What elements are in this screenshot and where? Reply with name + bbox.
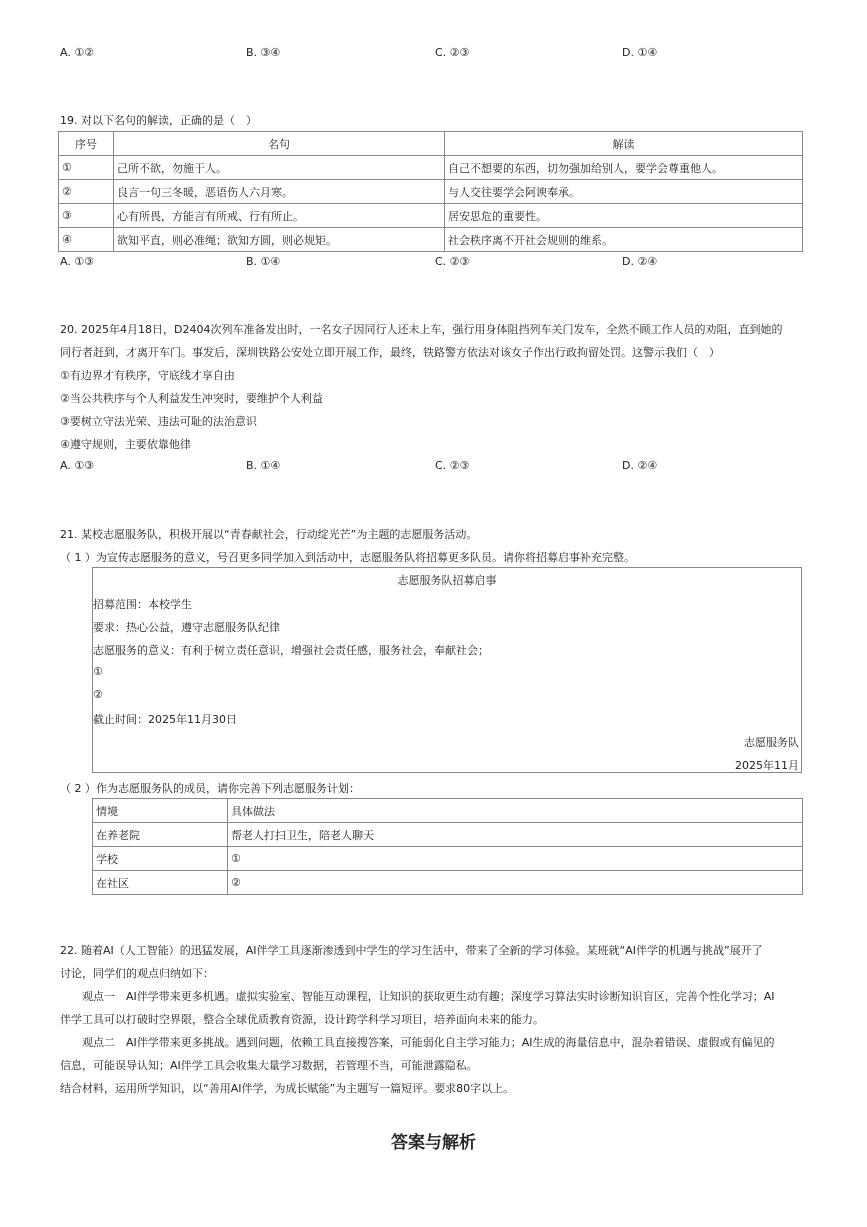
table-header: 具体做法	[228, 799, 803, 823]
table-cell: 在养老院	[93, 823, 228, 847]
q19-option-a: A. ①③	[60, 255, 95, 268]
table-cell: 在社区	[93, 871, 228, 895]
notice-blank-1: ①	[93, 665, 103, 678]
notice-signer: 志愿服务队	[744, 736, 799, 749]
service-plan-table	[92, 798, 803, 895]
table-cell: 社会秩序离不开社会规则的维系。	[445, 228, 803, 252]
q20-option-d: D. ②④	[622, 459, 658, 472]
q20-item-1: ①有边界才有秩序，守底线才享自由	[60, 369, 235, 382]
q20-stem-line1: 20. 2025年4月18日，D2404次列车准备发出时，一名女子因同行人还未上车，强行用身体阻挡列车关门发车，全然不顾工作人员的劝阻，直到她的	[60, 323, 783, 336]
q19-options	[0, 255, 867, 271]
table-header: 解读	[445, 132, 803, 156]
table-row	[93, 847, 803, 871]
q18-option-c: C. ②③	[435, 46, 470, 59]
q20-options	[0, 459, 867, 475]
notice-title: 志愿服务队招募启事	[397, 574, 497, 587]
q22-view1-line2: 伴学工具可以打破时空界限，整合全球优质教育资源，设计跨学科学习项目，培养面向未来的能力。	[60, 1013, 544, 1026]
q20-item-2: ②当公共秩序与个人利益发生冲突时，要维护个人利益	[60, 392, 323, 405]
q21-stem: 21. 某校志愿服务队，积极开展以“青春献社会，行动绽光芒”为主题的志愿服务活动。	[60, 528, 478, 541]
table-cell: 居安思危的重要性。	[445, 204, 803, 228]
q18-option-b: B. ③④	[246, 46, 281, 59]
q18-option-a: A. ①②	[60, 46, 95, 59]
table-cell: 心有所畏，方能言有所戒、行有所止。	[114, 204, 445, 228]
q20-option-a: A. ①③	[60, 459, 95, 472]
q19-table	[58, 131, 803, 252]
table-header-row	[93, 799, 803, 823]
q21-part2: （ 2 ）作为志愿服务队的成员，请你完善下列志愿服务计划：	[60, 782, 360, 795]
q19-stem: 19. 对以下名句的解读，正确的是（ ）	[60, 114, 257, 127]
table-row	[59, 156, 803, 180]
q21-part1: （ 1 ）为宣传志愿服务的意义，号召更多同学加入到活动中，志愿服务队将招募更多队员。请你将招募启事补充完整。	[60, 551, 635, 564]
table-cell: 自己不想要的东西，切勿强加给别人，要学会尊重他人。	[445, 156, 803, 180]
notice-deadline: 截止时间：2025年11月30日	[93, 713, 237, 726]
table-cell: 与人交往要学会阿谀奉承。	[445, 180, 803, 204]
q18-option-d: D. ①④	[622, 46, 658, 59]
table-header: 情境	[93, 799, 228, 823]
table-cell: 学校	[93, 847, 228, 871]
table-row	[59, 228, 803, 252]
q22-stem-line1: 22. 随着AI（人工智能）的迅猛发展，AI伴学工具逐渐渗透到中学生的学习生活中，带来了全新的学习体验。某班就“AI伴学的机遇与挑战”展开了	[60, 944, 763, 957]
q22-view2-line1: 观点二 AI伴学带来更多挑战。遇到问题，依赖工具直接搜答案，可能弱化自主学习能力；AI生成的海量信息中，混杂着错误、虚假或有偏见的	[82, 1036, 775, 1049]
table-header: 名句	[114, 132, 445, 156]
notice-line: 招募范围：本校学生	[93, 598, 192, 611]
notice-line: 要求：热心公益，遵守志愿服务队纪律	[93, 621, 280, 634]
recruitment-notice	[92, 567, 802, 773]
q19-option-c: C. ②③	[435, 255, 470, 268]
table-cell: ③	[59, 204, 114, 228]
q22-view2-line2: 信息，可能误导认知；AI伴学工具会收集大量学习数据，若管理不当，可能泄露隐私。	[60, 1059, 478, 1072]
q22-stem-line2: 讨论，同学们的观点归纳如下：	[60, 967, 214, 980]
table-row	[93, 823, 803, 847]
table-cell: ②	[228, 871, 803, 895]
notice-date: 2025年11月	[735, 759, 799, 772]
table-cell: 良言一句三冬暖，恶语伤人六月寒。	[114, 180, 445, 204]
notice-blank-2: ②	[93, 688, 103, 701]
table-header: 序号	[59, 132, 114, 156]
table-header-row	[59, 132, 803, 156]
q20-item-3: ③要树立守法光荣、违法可耻的法治意识	[60, 415, 257, 428]
q19-option-b: B. ①④	[246, 255, 281, 268]
table-cell: ④	[59, 228, 114, 252]
answer-section-title: 答案与解析	[391, 1133, 476, 1153]
table-row	[59, 204, 803, 228]
notice-line: 志愿服务的意义：有利于树立责任意识，增强社会责任感，服务社会，奉献社会；	[93, 644, 489, 657]
table-cell: 帮老人打扫卫生，陪老人聊天	[228, 823, 803, 847]
table-row	[59, 180, 803, 204]
table-cell: ①	[59, 156, 114, 180]
q20-option-b: B. ①④	[246, 459, 281, 472]
q18-options	[0, 46, 867, 62]
table-cell: ①	[228, 847, 803, 871]
q19-option-d: D. ②④	[622, 255, 658, 268]
table-cell: 欲知平直，则必准绳；欲知方圆，则必规矩。	[114, 228, 445, 252]
q20-option-c: C. ②③	[435, 459, 470, 472]
q20-stem-line2: 同行者赶到，才离开车门。事发后，深圳铁路公安处立即开展工作，最终，铁路警方依法对该女子作出行政拘留处罚。这警示我们（ ）	[60, 346, 720, 359]
table-cell: ②	[59, 180, 114, 204]
q22-view1-line1: 观点一 AI伴学带来更多机遇。虚拟实验室、智能互动课程，让知识的获取更生动有趣；深度学习算法实时诊断知识盲区，完善个性化学习；AI	[82, 990, 775, 1003]
q22-task: 结合材料，运用所学知识，以“善用AI伴学，为成长赋能”为主题写一篇短评。要求80字以上。	[60, 1082, 515, 1095]
q20-item-4: ④遵守规则，主要依靠他律	[60, 438, 191, 451]
table-row	[93, 871, 803, 895]
table-cell: 己所不欲，勿施于人。	[114, 156, 445, 180]
